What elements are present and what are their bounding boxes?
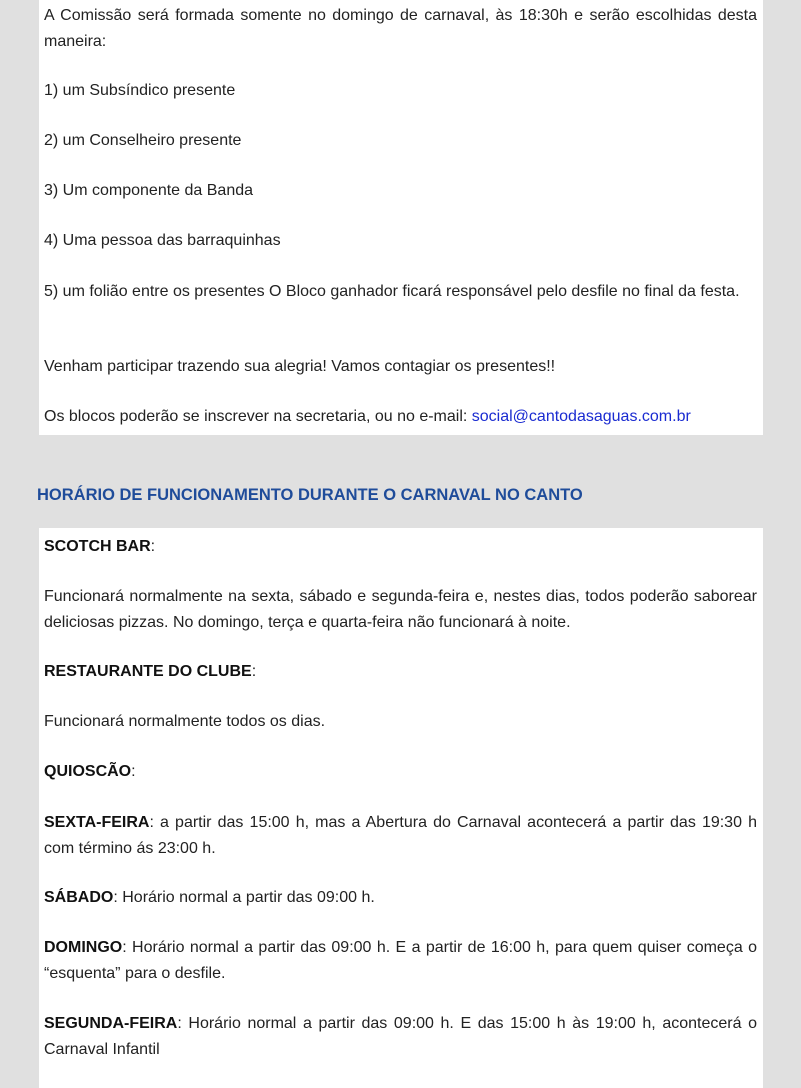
restaurant-heading: RESTAURANTE DO CLUBE: bbox=[44, 663, 257, 680]
register-email-link[interactable]: social@cantodasaguas.com.br bbox=[471, 408, 691, 425]
commission-item-3: 3) Um componente da Banda bbox=[44, 182, 254, 199]
scotch-bar-label: SCOTCH BAR bbox=[44, 538, 151, 555]
day-friday bbox=[44, 810, 757, 862]
commission-item-4: 4) Uma pessoa das barraquinhas bbox=[44, 232, 281, 249]
invite-text: Venham participar trazendo sua alegria! Vamos contagiar os presentes!! bbox=[44, 358, 556, 375]
day-monday bbox=[44, 1011, 757, 1063]
scotch-bar-text: Funcionará normalmente na sexta, sábado e segunda-feira e, nestes dias, todos poderão saborear deliciosas pizzas. No domingo, terça e quarta-feira não funcionará à noite. bbox=[44, 588, 757, 631]
restaurant-label: RESTAURANTE DO CLUBE bbox=[44, 663, 252, 680]
commission-item-5: 5) um folião entre os presentes O Bloco ganhador ficará responsável pelo desfile no final da festa. bbox=[44, 283, 740, 300]
day-saturday bbox=[44, 885, 757, 911]
kiosk-label: QUIOSCÃO bbox=[44, 763, 132, 780]
day-monday-text: : Horário normal a partir das 09:00 h. E das 15:00 h às 19:00 h, acontecerá o Carnaval Infantil bbox=[44, 1015, 757, 1058]
day-sunday-text: : Horário normal a partir das 09:00 h. E a partir de 16:00 h, para quem quiser começa o “esquenta” para o desfile. bbox=[44, 939, 757, 982]
day-friday-label: SEXTA-FEIRA bbox=[44, 814, 150, 831]
commission-panel bbox=[39, 0, 763, 435]
day-sunday-label: DOMINGO bbox=[44, 939, 123, 956]
day-sunday bbox=[44, 935, 757, 987]
day-saturday-text: : Horário normal a partir das 09:00 h. bbox=[113, 889, 375, 906]
commission-item-2: 2) um Conselheiro presente bbox=[44, 132, 242, 149]
hours-panel bbox=[39, 528, 763, 1088]
commission-intro: A Comissão será formada somente no domingo de carnaval, às 18:30h e serão escolhidas desta maneira: bbox=[44, 7, 757, 50]
commission-item-1: 1) um Subsíndico presente bbox=[44, 82, 236, 99]
restaurant-text: Funcionará normalmente todos os dias. bbox=[44, 713, 326, 730]
register-text: Os blocos poderão se inscrever na secretaria, ou no e-mail: bbox=[44, 408, 472, 425]
day-monday-label: SEGUNDA-FEIRA bbox=[44, 1015, 178, 1032]
scotch-bar-heading: SCOTCH BAR: bbox=[44, 538, 156, 555]
register-paragraph bbox=[44, 404, 757, 430]
hours-section-title: HORÁRIO DE FUNCIONAMENTO DURANTE O CARNAVAL NO CANTO bbox=[37, 486, 583, 504]
kiosk-heading: QUIOSCÃO: bbox=[44, 763, 136, 780]
day-friday-text: : a partir das 15:00 h, mas a Abertura do Carnaval acontecerá a partir das 19:30 h com término ás 23:00 h. bbox=[44, 814, 757, 857]
day-saturday-label: SÁBADO bbox=[44, 889, 114, 906]
